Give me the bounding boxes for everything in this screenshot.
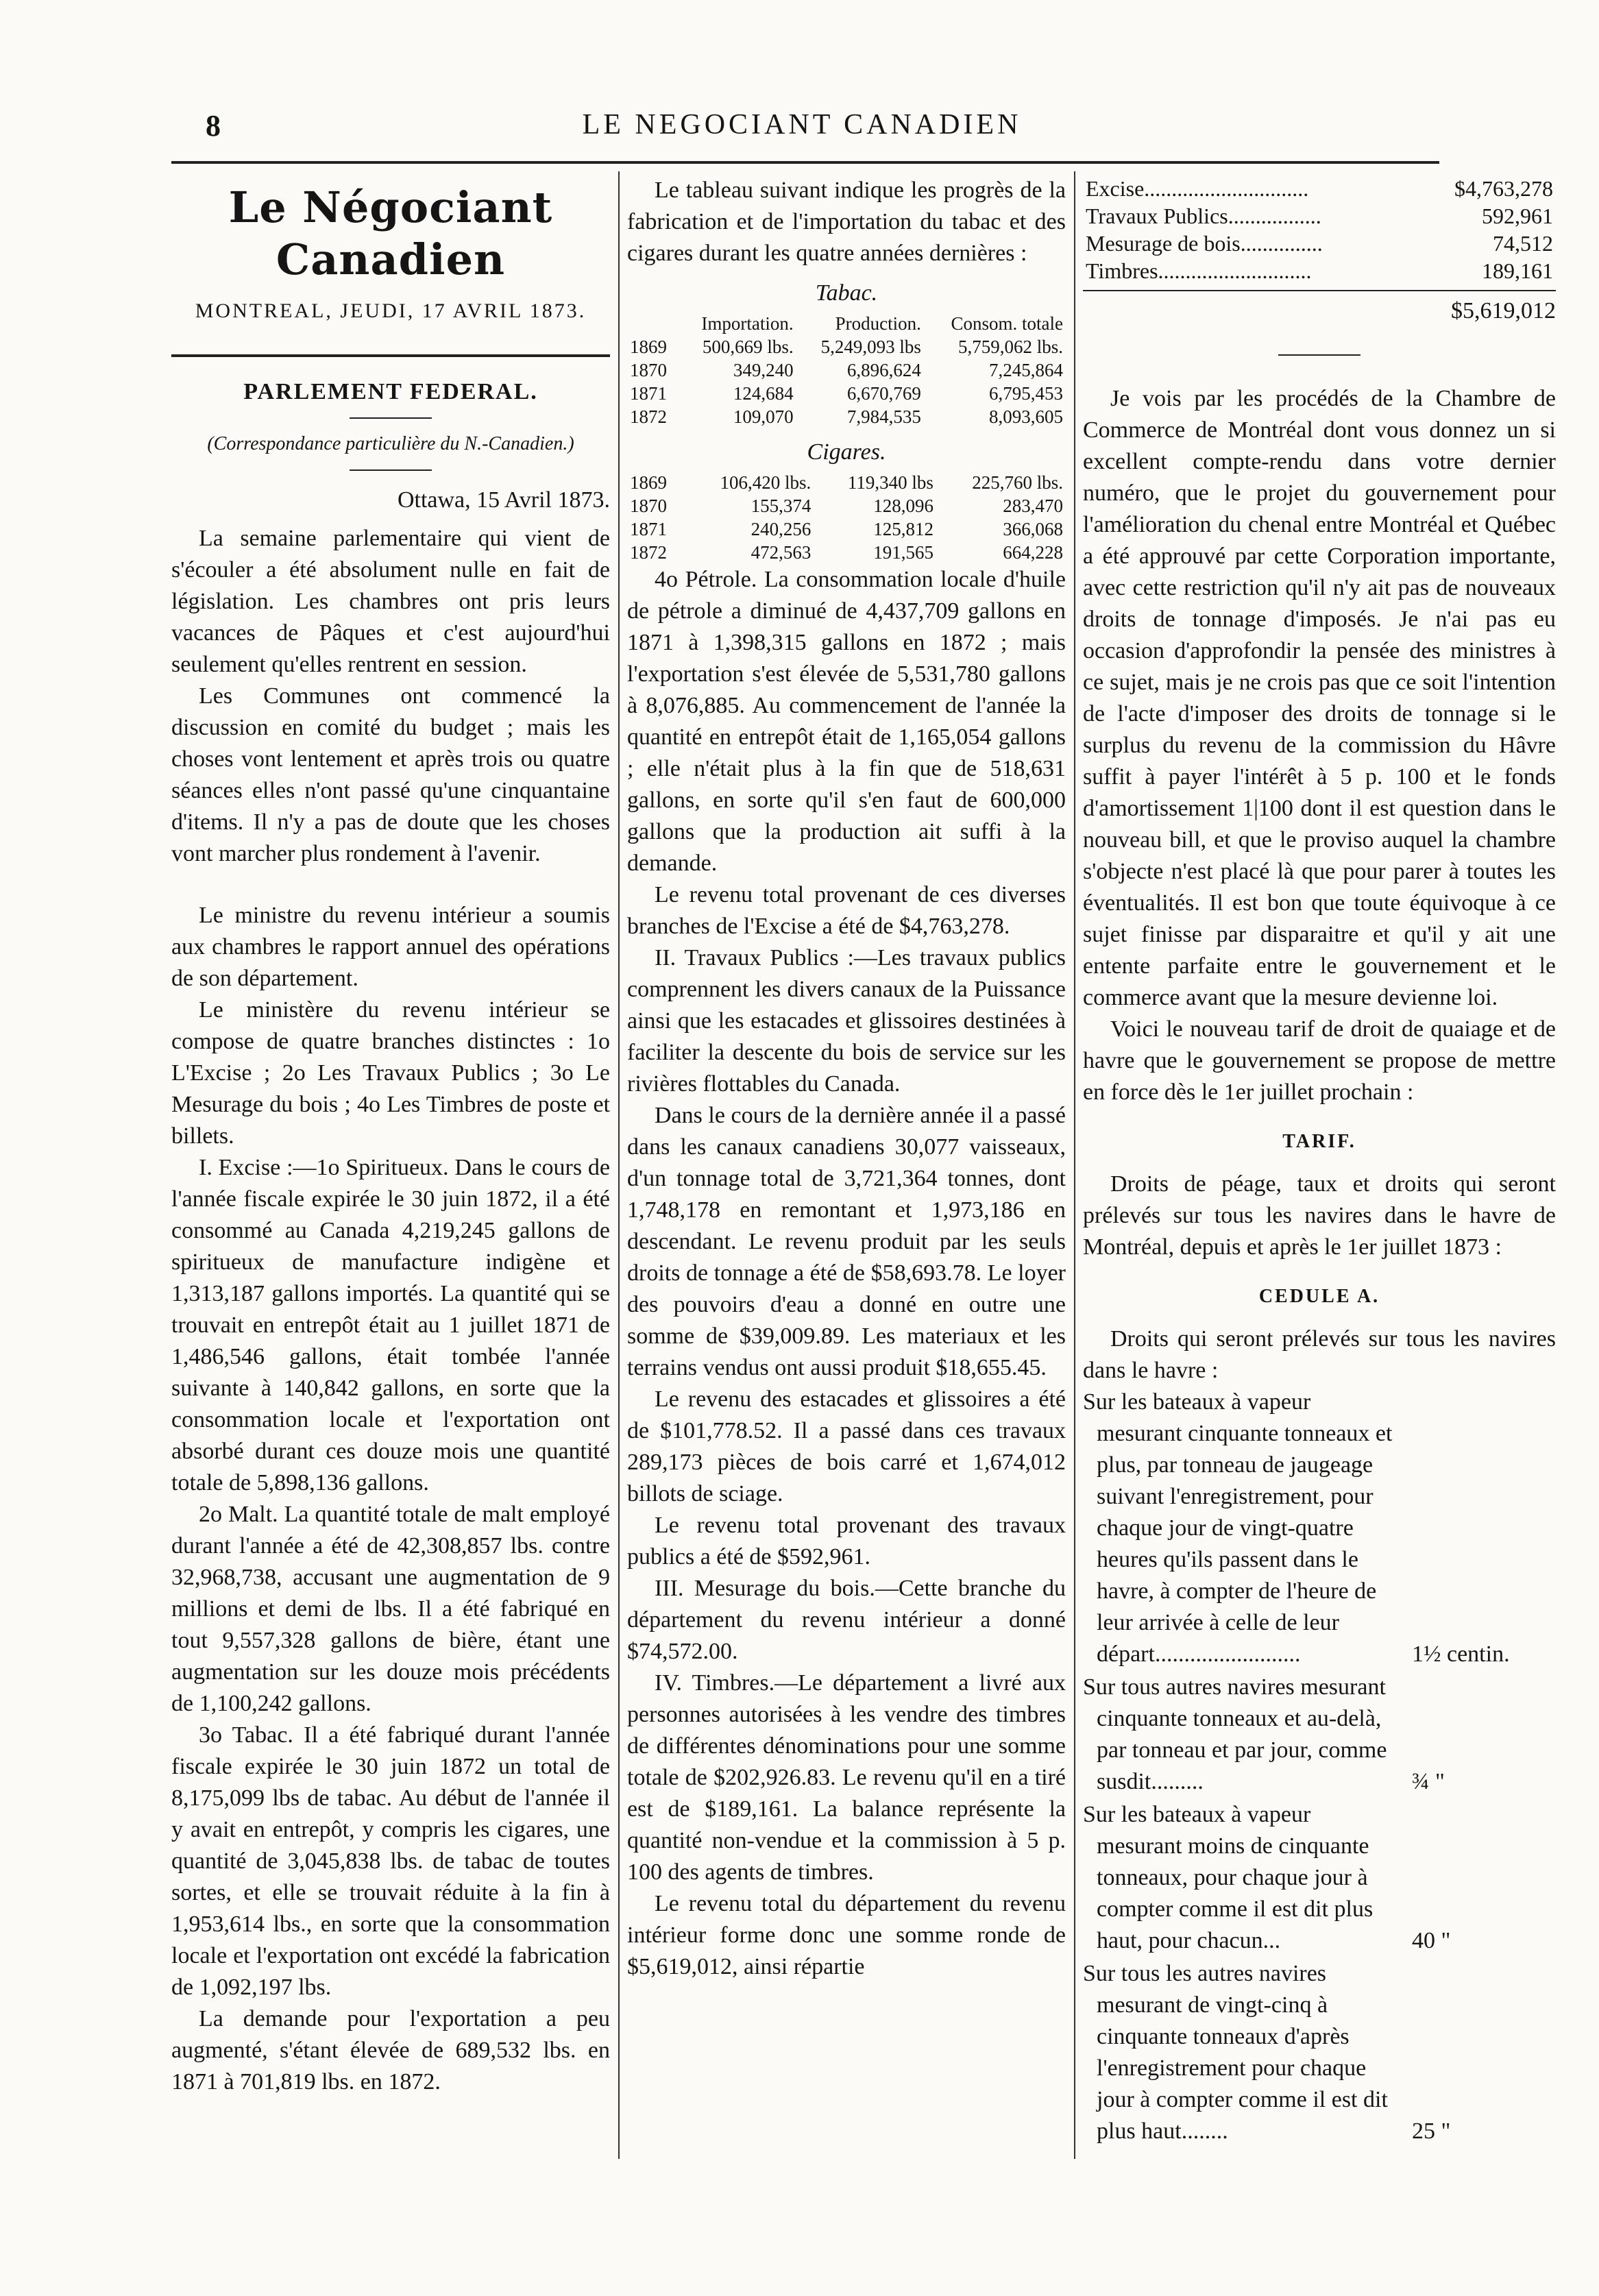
tariff-rate: 1½ centin. [1412, 1641, 1510, 1667]
tariff-description: Sur les bateaux à vapeur mesurant moins de cinquante tonneaux, pour chaque jour à compter comme il est dit plus haut, pour chacun... [1083, 1802, 1374, 1953]
table-cell: 191,565 [873, 542, 933, 563]
tariff-description: Sur les bateaux à vapeur mesurant cinquante tonneaux et plus, par tonneau de jaugeage suivant l'enregistrement, pour chaque jour de vingt-quatre heures qu'ils passent dans le havre, à compter de l'heure de leur arrivée à celle de leur départ......................... [1083, 1389, 1393, 1667]
table-cell: 119,340 lbs [847, 472, 933, 493]
table-cell: 128,096 [873, 496, 933, 516]
paragraph: Les Communes ont commencé la discussion en comité du budget ; mais les choses vont lentement et après trois ou quatre séances elles n'ont passé qu'une cinquantaine d'items. Il n'y a pas de doute que les choses vont marcher plus rondement à l'avenir. [171, 683, 610, 866]
place-date: Ottawa, 15 Avril 1873. [397, 487, 610, 513]
page-header [206, 103, 1398, 151]
table-cell: 1870 [630, 360, 667, 380]
table-row [1083, 175, 1556, 202]
table-row [1083, 202, 1556, 230]
paragraph: 3o Tabac. Il a été fabriqué durant l'année fiscale expirée le 30 juin 1872 un total de 8,175,099 lbs de tabac. Au début de l'année il y avait en entrepôt, y compris les cigares, une quantité de 3,045,838 lbs. de tabac de toutes sortes, et elle se trouvait réduite à la fin à 1,953,614 lbs., en sorte que la consommation locale et l'exportation ont excédé la fabrication de 1,092,197 lbs. [171, 1722, 610, 2000]
short-rule [350, 417, 432, 419]
paragraph: La demande pour l'exportation a peu augmenté, s'étant élevée de 689,532 lbs. en 1871 à 701,819 lbs. en 1872. [171, 2006, 610, 2095]
paragraph: Le revenu des estacades et glissoires a été de $101,778.52. Il a passé dans ces travaux 289,173 pièces de bois carré et 1,674,012 billots de sciage. [627, 1387, 1066, 1506]
table-cell: 500,669 lbs. [702, 337, 794, 357]
page-number: 8 [206, 109, 221, 143]
table-row [1083, 230, 1556, 257]
paragraph: Droits qui seront prélevés sur tous les navires dans le havre : [1083, 1326, 1556, 1383]
tariff-item [1083, 1672, 1556, 1798]
table-header: Importation. [701, 313, 794, 334]
tariff-description: Sur tous les autres navires mesurant de vingt-cinq à cinquante tonneaux d'après l'enregistrement pour chaque jour à compter comme il est dit plus haut........ [1083, 1961, 1388, 2144]
schedule-heading: CEDULE A. [1258, 1286, 1380, 1307]
column-1 [171, 175, 610, 2166]
paragraph: 4o Pétrole. La consommation locale d'huile de pétrole a diminué de 4,437,709 gallons en 1871 à 1,398,315 gallons en 1872 ; mais l'exportation s'est élevée de 5,531,780 gallons à 8,076,885. Au commencement de l'année la quantité en entrepôt était de 1,165,054 gallons ; elle n'était plus à la fin que de 518,631 gallons, en sorte qu'il s'en faut de 600,000 gallons que la production ait suffi à la demande. [627, 567, 1066, 876]
table-cell: 6,795,453 [989, 383, 1063, 404]
paragraph: Voici le nouveau tarif de droit de quaiage et de havre que le gouvernement se propose de mettre en force dès le 1er juillet prochain : [1083, 1016, 1556, 1105]
tariff-item [1083, 1958, 1556, 2147]
table-cell: Excise.............................. [1086, 176, 1309, 201]
table-cell: 349,240 [733, 360, 794, 380]
table-header: Production. [835, 313, 921, 334]
table-cell: 664,228 [1003, 542, 1063, 563]
table-cell: 106,420 lbs. [720, 472, 811, 493]
tariff-rate: ¾ " [1412, 1769, 1445, 1794]
table-cell: 1869 [630, 472, 667, 493]
table-cell: Travaux Publics................. [1086, 204, 1321, 228]
paragraph: Le ministre du revenu intérieur a soumis aux chambres le rapport annuel des opérations de son département. [171, 903, 610, 991]
table-cell: 1872 [630, 542, 667, 563]
table-cell: 472,563 [750, 542, 811, 563]
table-cell: $4,763,278 [1454, 176, 1553, 201]
table-cell: 124,684 [733, 383, 794, 404]
revenue-summary [1083, 175, 1556, 284]
table-cell: 1871 [630, 519, 667, 539]
table-row [627, 541, 1066, 564]
table-title: Tabac. [815, 280, 878, 306]
table-cell: 366,068 [1003, 519, 1063, 539]
table-cell: 8,093,605 [989, 406, 1063, 427]
tarif-heading: TARIF. [1282, 1131, 1356, 1152]
table-row [627, 494, 1066, 517]
table-cell: 1870 [630, 496, 667, 516]
column-2 [627, 175, 1066, 2166]
paragraph: Je vois par les procédés de la Chambre de Commerce de Montréal dont vous donnez un si excellent compte-rendu dans votre dernier numéro, que le projet du gouvernement pour l'amélioration du chenal entre Montréal et Québec a été approuvé par cette Corporation importante, avec cette restriction qu'il n'y ait pas de nouveaux droits de tonnage d'imposés. Je n'ai pas eu occasion d'approfondir la pensée des ministres à ce sujet, mais je ne crois pas que ce soit l'intention de l'acte d'imposer des droits de tonnage si le surplus du revenu de la commission du Hâvre suffit à payer l'intérêt à 5 p. 100 et le fonds d'amortissement 1|100 dont il est question dans le nouveau bill, et que le proviso auquel la chambre s'objecte n'est placé là que pour parer à toutes les éventualités. Il est bon que toute équivoque à ce sujet finisse par disparaitre et qu'il y ait une entente parfaite entre le gouvernement et le commerce avant que la mesure devienne loi. [1083, 386, 1556, 1010]
table-row [627, 517, 1066, 541]
table-cell: 5,249,093 lbs [820, 337, 921, 357]
cigares-table [627, 471, 1066, 564]
table-title: Cigares. [807, 439, 886, 465]
tariff-rate: 40 " [1412, 1928, 1451, 1953]
table-cell: 5,759,062 lbs. [957, 337, 1063, 357]
table-cell: 125,812 [873, 519, 933, 539]
table-cell: Mesurage de bois............... [1086, 231, 1323, 256]
paragraph: Le revenu total du département du revenu intérieur forme donc une somme ronde de $5,619,012, ainsi répartie [627, 1891, 1066, 1979]
paragraph: Le revenu total provenant de ces diverses branches de l'Excise a été de $4,763,278. [627, 882, 1066, 939]
short-rule [1278, 354, 1360, 356]
table-cell: 6,670,769 [846, 383, 921, 404]
tariff-description: Sur tous autres navires mesurant cinquante tonneaux et au-delà, par tonneau et par jour, comme susdit......... [1083, 1674, 1387, 1794]
table-row [1083, 257, 1556, 284]
paragraph: II. Travaux Publics :—Les travaux publics comprennent les divers canaux de la Puissance ainsi que les estacades et glissoires destinées à faciliter la descente du bois de service sur les rivières flottables du Canada. [627, 945, 1066, 1097]
paragraph: Dans le cours de la dernière année il a passé dans les canaux canadiens 30,077 vaisseaux, d'un tonnage total de 3,721,364 tonnes, dont 1,748,178 en remontant et 1,973,186 en descendant. Le revenu produit par les seuls droits de tonnage a été de $58,693.78. Le loyer des pouvoirs d'eau a donné en outre une somme de $39,009.89. Les materiaux et les terrains vendus ont aussi produit $18,655.45. [627, 1103, 1066, 1380]
spacer [171, 870, 610, 900]
paragraph: Le ministère du revenu intérieur se compose de quatre branches distinctes : 1o L'Excise ; 2o Les Travaux Publics ; 3o Le Mesurage du bois ; 4o Les Timbres de poste et billets. [171, 997, 610, 1149]
paragraph: I. Excise :—1o Spiritueux. Dans le cours de l'année fiscale expirée le 30 juin 1872, il a été consommé au Canada 4,219,245 gallons de spiritueux de manufacture indigène et 1,313,187 gallons importés. La quantité qui se trouvait en entrepôt était au 1 juillet 1871 de 1,486,546 gallons, était tombée l'année suivante à 140,842 gallons, en sorte que la consommation locale et l'exportation ont absorbé durant ces douze mois une quantité totale de 5,898,136 gallons. [171, 1155, 610, 1495]
paragraph: Le revenu total provenant des travaux publics a été de $592,961. [627, 1513, 1066, 1570]
table-cell: 74,512 [1493, 231, 1553, 256]
dateline: MONTREAL, JEUDI, 17 AVRIL 1873. [195, 300, 587, 322]
paragraph: Droits de péage, taux et droits qui seront prélevés sur tous les navires dans le havre de Montréal, depuis et après le 1er juillet 1873 : [1083, 1171, 1556, 1260]
table-row [627, 335, 1066, 358]
tariff-item [1083, 1799, 1556, 1957]
running-title: LE NEGOCIANT CANADIEN [582, 109, 1022, 141]
table-row [627, 382, 1066, 405]
table-cell: 592,961 [1482, 204, 1553, 228]
table-header: Consom. totale [951, 313, 1063, 334]
paragraph: La semaine parlementaire qui vient de s'écouler a été absolument nulle en fait de législation. Les chambres ont pris leurs vacances de Pâques et c'est aujourd'hui seulement qu'elles rentrent en session. [171, 526, 610, 677]
table-cell: 109,070 [733, 406, 794, 427]
paragraph: IV. Timbres.—Le département a livré aux personnes autorisées à les vendre des timbres de différentes dénominations pour une somme totale de $202,926.83. Le revenu qu'il en a tiré est de $189,161. La balance représente la quantité non-vendue et la commission à 5 p. 100 des agents de timbres. [627, 1670, 1066, 1885]
table-header-row [627, 312, 1066, 335]
table-cell: 240,256 [750, 519, 811, 539]
paragraph: Le tableau suivant indique les progrès de la fabrication et de l'importation du tabac et des cigares durant les quatre années dernières : [627, 178, 1066, 266]
paragraph: III. Mesurage du bois.—Cette branche du département du revenu intérieur a donné $74,572.00. [627, 1576, 1066, 1664]
table-cell: 7,984,535 [846, 406, 921, 427]
section-heading: PARLEMENT FEDERAL. [243, 379, 538, 404]
tabac-table [627, 312, 1066, 428]
table-cell: 7,245,864 [989, 360, 1063, 380]
tariff-item [1083, 1387, 1556, 1670]
table-cell: 283,470 [1003, 496, 1063, 516]
table-row [627, 405, 1066, 428]
paragraph: 2o Malt. La quantité totale de malt employé durant l'année a été de 42,308,857 lbs. contre 32,968,738, accusant une augmentation de 9 millions et demi de lbs. Il a été fabriqué en tout 9,557,328 gallons de bière, étant une augmentation sur les douze mois précédents de 1,100,242 gallons. [171, 1502, 610, 1716]
table-cell: Timbres............................ [1086, 258, 1312, 283]
section-rule [171, 354, 610, 357]
table-cell: 155,374 [750, 496, 811, 516]
column-divider [618, 171, 620, 2159]
column-divider [1074, 171, 1075, 2159]
table-cell: 1869 [630, 337, 667, 357]
column-3 [1083, 175, 1556, 2166]
tariff-rate: 25 " [1412, 2118, 1451, 2144]
table-header [627, 312, 679, 335]
table-cell: 189,161 [1482, 258, 1553, 283]
table-row [627, 358, 1066, 382]
summary-total: $5,619,012 [1083, 290, 1556, 327]
short-rule [350, 469, 432, 471]
table-row [627, 471, 1066, 494]
header-rule [171, 161, 1439, 164]
table-cell: 6,896,624 [846, 360, 921, 380]
correspondence-note: (Correspondance particulière du N.-Canadien.) [207, 433, 574, 454]
table-cell: 225,760 lbs. [972, 472, 1063, 493]
masthead: Le Négociant Canadien [228, 182, 553, 284]
table-cell: 1872 [630, 406, 667, 427]
table-cell: 1871 [630, 383, 667, 404]
